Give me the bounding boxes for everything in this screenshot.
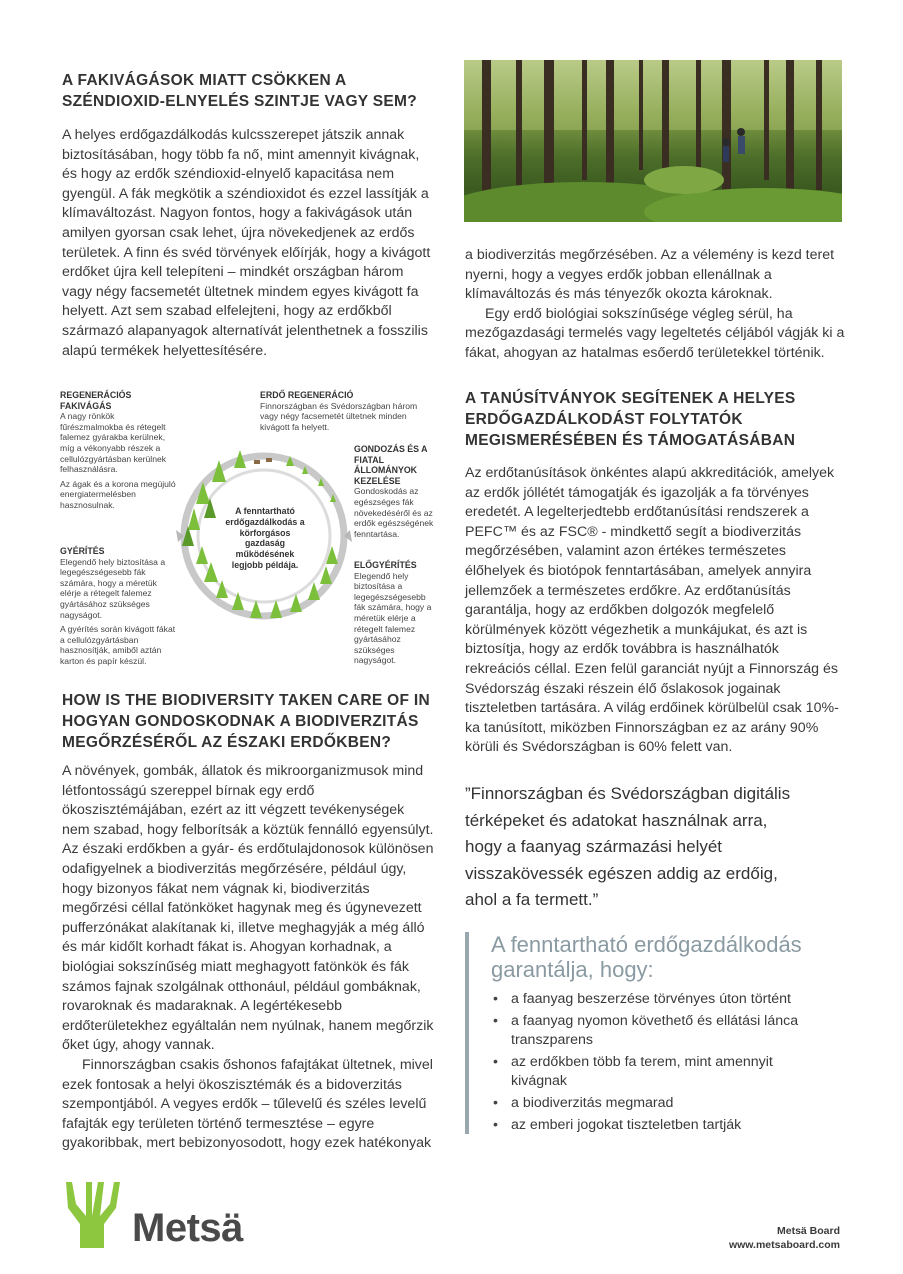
first-thinning-title: ELŐGYÉRÍTÉS <box>354 560 417 570</box>
section1-paragraph: A helyes erdőgazdálkodás kulcsszerepet játszik annak biztosításában, hogy több fa nő, mint amennyit kivágnak, és hogy az erdők széndioxid-elnyelő kapacitása nem gyengül. A fák megkötik a széndioxidot és ezzel lassítják a klímaváltozást. Nagyon fontos, hogy a fakivágások után amilyen gyorsan csak lehet, újra növekedjenek az erdős területek. A finn és svéd törvények előírják, hogy a kivágott erdőket újra kell telepíteni – mindkét országban három vagy négy facsemetét ültetnek mindem egyes kivágott fa helyett. Azt sem szabad elfelejteni, hogy az erdőkből származó alapanyagok alternatívát jelenthetnek a fosszilis alapú termékek helyettesítésére. <box>62 127 431 359</box>
regen-felling-title: REGENERÁCIÓS FAKIVÁGÁS <box>60 390 132 411</box>
section2-paragraph2: Finnországban csakis őshonos fafajtákat ültetnek, mivel ezek fontosak a helyi ökoszisztémák és a bidoverzitás szempontjából. A vegyes erdők – tűlevelű és széles levelű fafajták egy területen történő termesztése – egyre gyakoribbak, mert bebizonyosodott, hogy ezek hatékonyak <box>62 1056 433 1152</box>
section3-paragraph: Az erdőtanúsítások önkéntes alapú akkreditációk, amelyek az erdők jóllétét támogatják és igazolják a fa törvényes eredetét. A legelterjedtebb erdőtanúsítási rendszerek a PEFC™ és az FSC® - mindkettő segít a biodiverzitás megőrzésében, valamint azon értékes természetes élőhelyek és biotópok fenntartásában, amelyek annyira jellemzőek a természetes erdőkre. Az erdőtanúsítás garantálja, hogy az erdőkben dolgozók megfelelő körülmények között végezhetik a munkájukat, és azt is biztosítja, hogy az erdők továbbra is használhatók rekreációs céllal. Ezen felül garanciát nyújt a Finnország és Svédország északi részein élő őslakosok jogainak tiszteletben tartására. A világ erdőinek körülbelül csak 10%-ka tanúsított, miközben Finnországban ez az arány 90% körüli és Svédországban is 60% felett van. <box>465 465 839 756</box>
forest-regen-block <box>260 390 432 432</box>
forest-cycle-diagram <box>60 386 440 676</box>
antler-icon <box>60 1178 124 1252</box>
section3-body <box>465 464 845 758</box>
section2-paragraph1: A növények, gombák, állatok és mikroorganizmusok mind létfontosságú szereppel bírnak egy erdő ökoszisztémájában, ezért az itt végzett tevékenységek nem szabad, hogy felborítsák a köztük fennálló egyensúlyt. Az északi erdőkben a gyár- és erdőtulajdonosok különösen odafigyelnek a biodiverzitás megőrzésére, például úgy, hogy bizonyos fákat nem vágnak ki, biodiverzitás megőrzési céllal fatönköket hagynak meg és úgynevezett pufferzónákat alakítanak ki, illetve meghagyják a még álló és már kidőlt korhadt fákat is. Ahogyan korhadnak, a biológiai sokszínűség miatt meghagyott fatönkök és fák számos fajnak szolgálnak otthonául, például gombáknak, rovaroknak és madaraknak. A legértékesebb erdőterületekhez egyáltalán nem nyúlnak, hanem megőrzik őket úgy, ahogy vannak. <box>62 763 434 1054</box>
forest-regen-text: Finnországban és Svédországban három vagy négy facsemetét ültetnek minden kivágott fa helyett. <box>260 400 418 432</box>
section2-continued <box>465 246 845 364</box>
guarantee-box <box>465 932 845 1134</box>
guarantee-box-title: A fenntartható erdőgazdálkodás garantálja, hogy: <box>491 932 802 982</box>
footer-website[interactable]: www.metsaboard.com <box>728 1239 840 1251</box>
section3-heading: A TANÚSÍTVÁNYOK SEGÍTENEK A HELYES ERDŐGAZDÁLKODÁST FOLYTATÓK MEGISMERÉSÉBEN ÉS TÁMOGATÁSÁBAN <box>465 390 796 449</box>
regen-felling-block <box>60 390 178 511</box>
regen-felling-text: A nagy rönkök fűrészmalmokba és rétegelt falemez gyárakba kerülnek, míg a vékonyabb részek a cellulózgyártásban kerülnek felhasználásra. <box>60 411 167 475</box>
footer-contact <box>640 1224 840 1252</box>
section1-heading: A FAKIVÁGÁSOK MIATT CSÖKKEN A SZÉNDIOXID-ELNYELÉS SZINTJE VAGY SEM? <box>62 72 418 110</box>
list-item: • a faanyag nyomon követhető és ellátási lánca transzparens <box>491 1012 809 1049</box>
forest-photo <box>464 60 842 222</box>
thinning-text2: A gyérítés során kivágott fákat a cellulózgyártásban hasznosítják, amiből aztán karton és papír készül. <box>60 624 176 666</box>
list-item: • az erdőkben több fa terem, mint amennyit kivágnak <box>491 1053 809 1090</box>
forest-photo-svg <box>464 60 842 222</box>
forest-regen-title: ERDŐ REGENERÁCIÓ <box>260 390 354 400</box>
section2-continued-p1: a biodiverzitás megőrzésében. Az a vélemény is kezd teret nyerni, hogy a vegyes erdők jobban ellenállnak a klímaváltozás és más tényezők okozta károknak. <box>465 247 835 303</box>
list-item: • a faanyag beszerzése törvényes úton történt <box>491 990 809 1008</box>
tending-text: Gondoskodás az egészséges fák növekedéséről és az erdők egészségének fenntartása. <box>354 486 434 539</box>
thinning-block <box>60 546 178 667</box>
section2-body <box>62 762 434 1154</box>
section2-continued-p2: Egy erdő biológiai sokszínűsége végleg sérül, ha mezőgazdasági termelés vagy legeltetés céljából vágják ki a fákat, ahogyan az hatalmas esőerdő területekkel történik. <box>465 305 845 361</box>
tending-block <box>354 444 438 539</box>
regen-felling-text2: Az ágak és a korona megújuló energiatermelésben hasznosulnak. <box>60 478 176 510</box>
pull-quote: ”Finnországban és Svédországban digitális térképeket és adatokat használnak arra, hogy a faanyag származási helyét visszakövessék egészen addig az erdőig, ahol a fa termett.” <box>465 784 791 909</box>
list-item: • az emberi jogokat tiszteletben tartják <box>491 1116 809 1134</box>
first-thinning-text: Elegendő hely biztosítása a legegészségesebb fák számára, hogy a méretük elérje a rétegelt falemez gyártásához szükséges nagyságot. <box>354 570 432 666</box>
footer-company: Metsä Board <box>776 1225 840 1237</box>
metsa-logo <box>60 1178 260 1252</box>
section2-heading: HOW IS THE BIODIVERSITY TAKEN CARE OF IN HOGYAN GONDOSKODNAK A BIODIVERZITÁS MEGŐRZÉSÉRŐL AZ ÉSZAKI ERDŐKBEN? <box>62 692 430 751</box>
cycle-center-text: A fenntartható erdőgazdálkodás a körforgásos gazdaság működésének legjobb példája. <box>225 506 305 570</box>
thinning-title: GYÉRÍTÉS <box>60 546 105 556</box>
section1-body <box>62 126 434 361</box>
thinning-text: Elegendő hely biztosítása a legegészségesebb fák számára, hogy a méretük elérje a rétegelt falemez gyártásához szükséges nagyságot. <box>60 556 166 620</box>
first-thinning-block <box>354 560 438 666</box>
tending-title: GONDOZÁS ÉS A FIATAL ÁLLOMÁNYOK KEZELÉSE <box>354 444 428 486</box>
logo-wordmark: Metsä <box>132 1206 243 1250</box>
list-item: • a biodiverzitás megmarad <box>491 1094 809 1112</box>
guarantee-list <box>469 990 809 1135</box>
